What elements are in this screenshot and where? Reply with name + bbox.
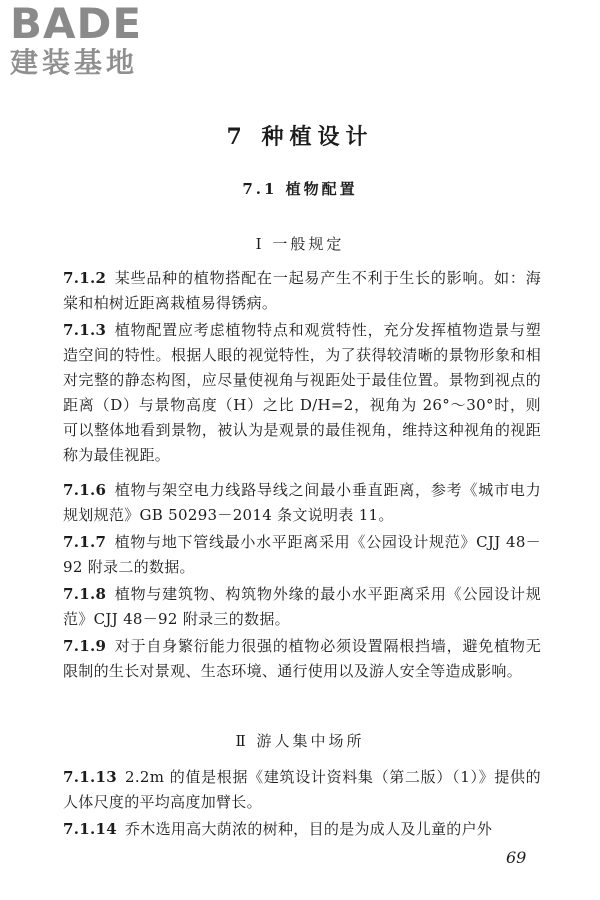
subsection-heading: Ⅱ 游人集中场所 bbox=[235, 732, 365, 750]
paragraph bbox=[63, 765, 541, 815]
clause-text: 植物配置应考虑植物特点和观赏特性，充分发挥植物造景与塑造空间的特性。根据人眼的视觉特性，为了获得较清晰的景物形象和相对完整的静态构图，应尽量使视角与视距处于最佳位置。景物到视点的距离（D）与景物高度（H）之比 D/H=2，视角为 26°～30°时，则可以整体地看到景物，被认为是观景的最佳视角，维持这种视角的视距称为最佳视距。 bbox=[63, 321, 541, 464]
logo bbox=[10, 2, 180, 78]
paragraph bbox=[63, 266, 541, 316]
clause-text: 植物与架空电力线路导线之间最小垂直距离，参考《城市电力规划规范》GB 50293－2014 条文说明表 11。 bbox=[63, 481, 541, 524]
clause-number: 7.1.14 bbox=[63, 820, 117, 838]
paragraph bbox=[63, 634, 541, 684]
subsection-heading: Ⅰ 一般规定 bbox=[255, 235, 345, 253]
clause-text: 植物与建筑物、构筑物外缘的最小水平距离采用《公园设计规范》CJJ 48－92 附录三的数据。 bbox=[63, 585, 541, 628]
logo-brand: BADE bbox=[10, 0, 143, 48]
clause-text: 植物与地下管线最小水平距离采用《公园设计规范》CJJ 48－92 附录二的数据。 bbox=[63, 533, 541, 576]
paragraph bbox=[63, 530, 541, 580]
clause-number: 7.1.7 bbox=[63, 533, 107, 551]
clause-number: 7.1.13 bbox=[63, 768, 117, 786]
paragraph bbox=[63, 318, 541, 468]
clause-text: 乔木选用高大荫浓的树种，目的是为成人及儿童的户外 bbox=[125, 820, 493, 838]
paragraph bbox=[63, 582, 541, 632]
clause-text: 对于自身繁衍能力很强的植物必须设置隔根挡墙，避免植物无限制的生长对景观、生态环境、通行使用以及游人安全等造成影响。 bbox=[63, 637, 541, 680]
clause-number: 7.1.9 bbox=[63, 637, 107, 655]
paragraph bbox=[63, 478, 541, 528]
page-number: 69 bbox=[506, 848, 527, 867]
clause-number: 7.1.8 bbox=[63, 585, 107, 603]
paragraph bbox=[63, 817, 541, 842]
clause-number: 7.1.6 bbox=[63, 481, 107, 499]
section-title: 7.1 植物配置 bbox=[242, 180, 358, 198]
clause-text: 2.2m 的值是根据《建筑设计资料集（第二版）（1）》提供的人体尺度的平均高度加臂长。 bbox=[63, 768, 541, 811]
logo-subtitle: 建装基地 bbox=[10, 46, 139, 79]
clause-text: 某些品种的植物搭配在一起易产生不利于生长的影响。如：海棠和柏树近距离栽植易得锈病。 bbox=[63, 269, 541, 312]
clause-number: 7.1.3 bbox=[63, 321, 107, 339]
chapter-title: 7 种植设计 bbox=[226, 124, 374, 150]
clause-number: 7.1.2 bbox=[63, 269, 107, 287]
